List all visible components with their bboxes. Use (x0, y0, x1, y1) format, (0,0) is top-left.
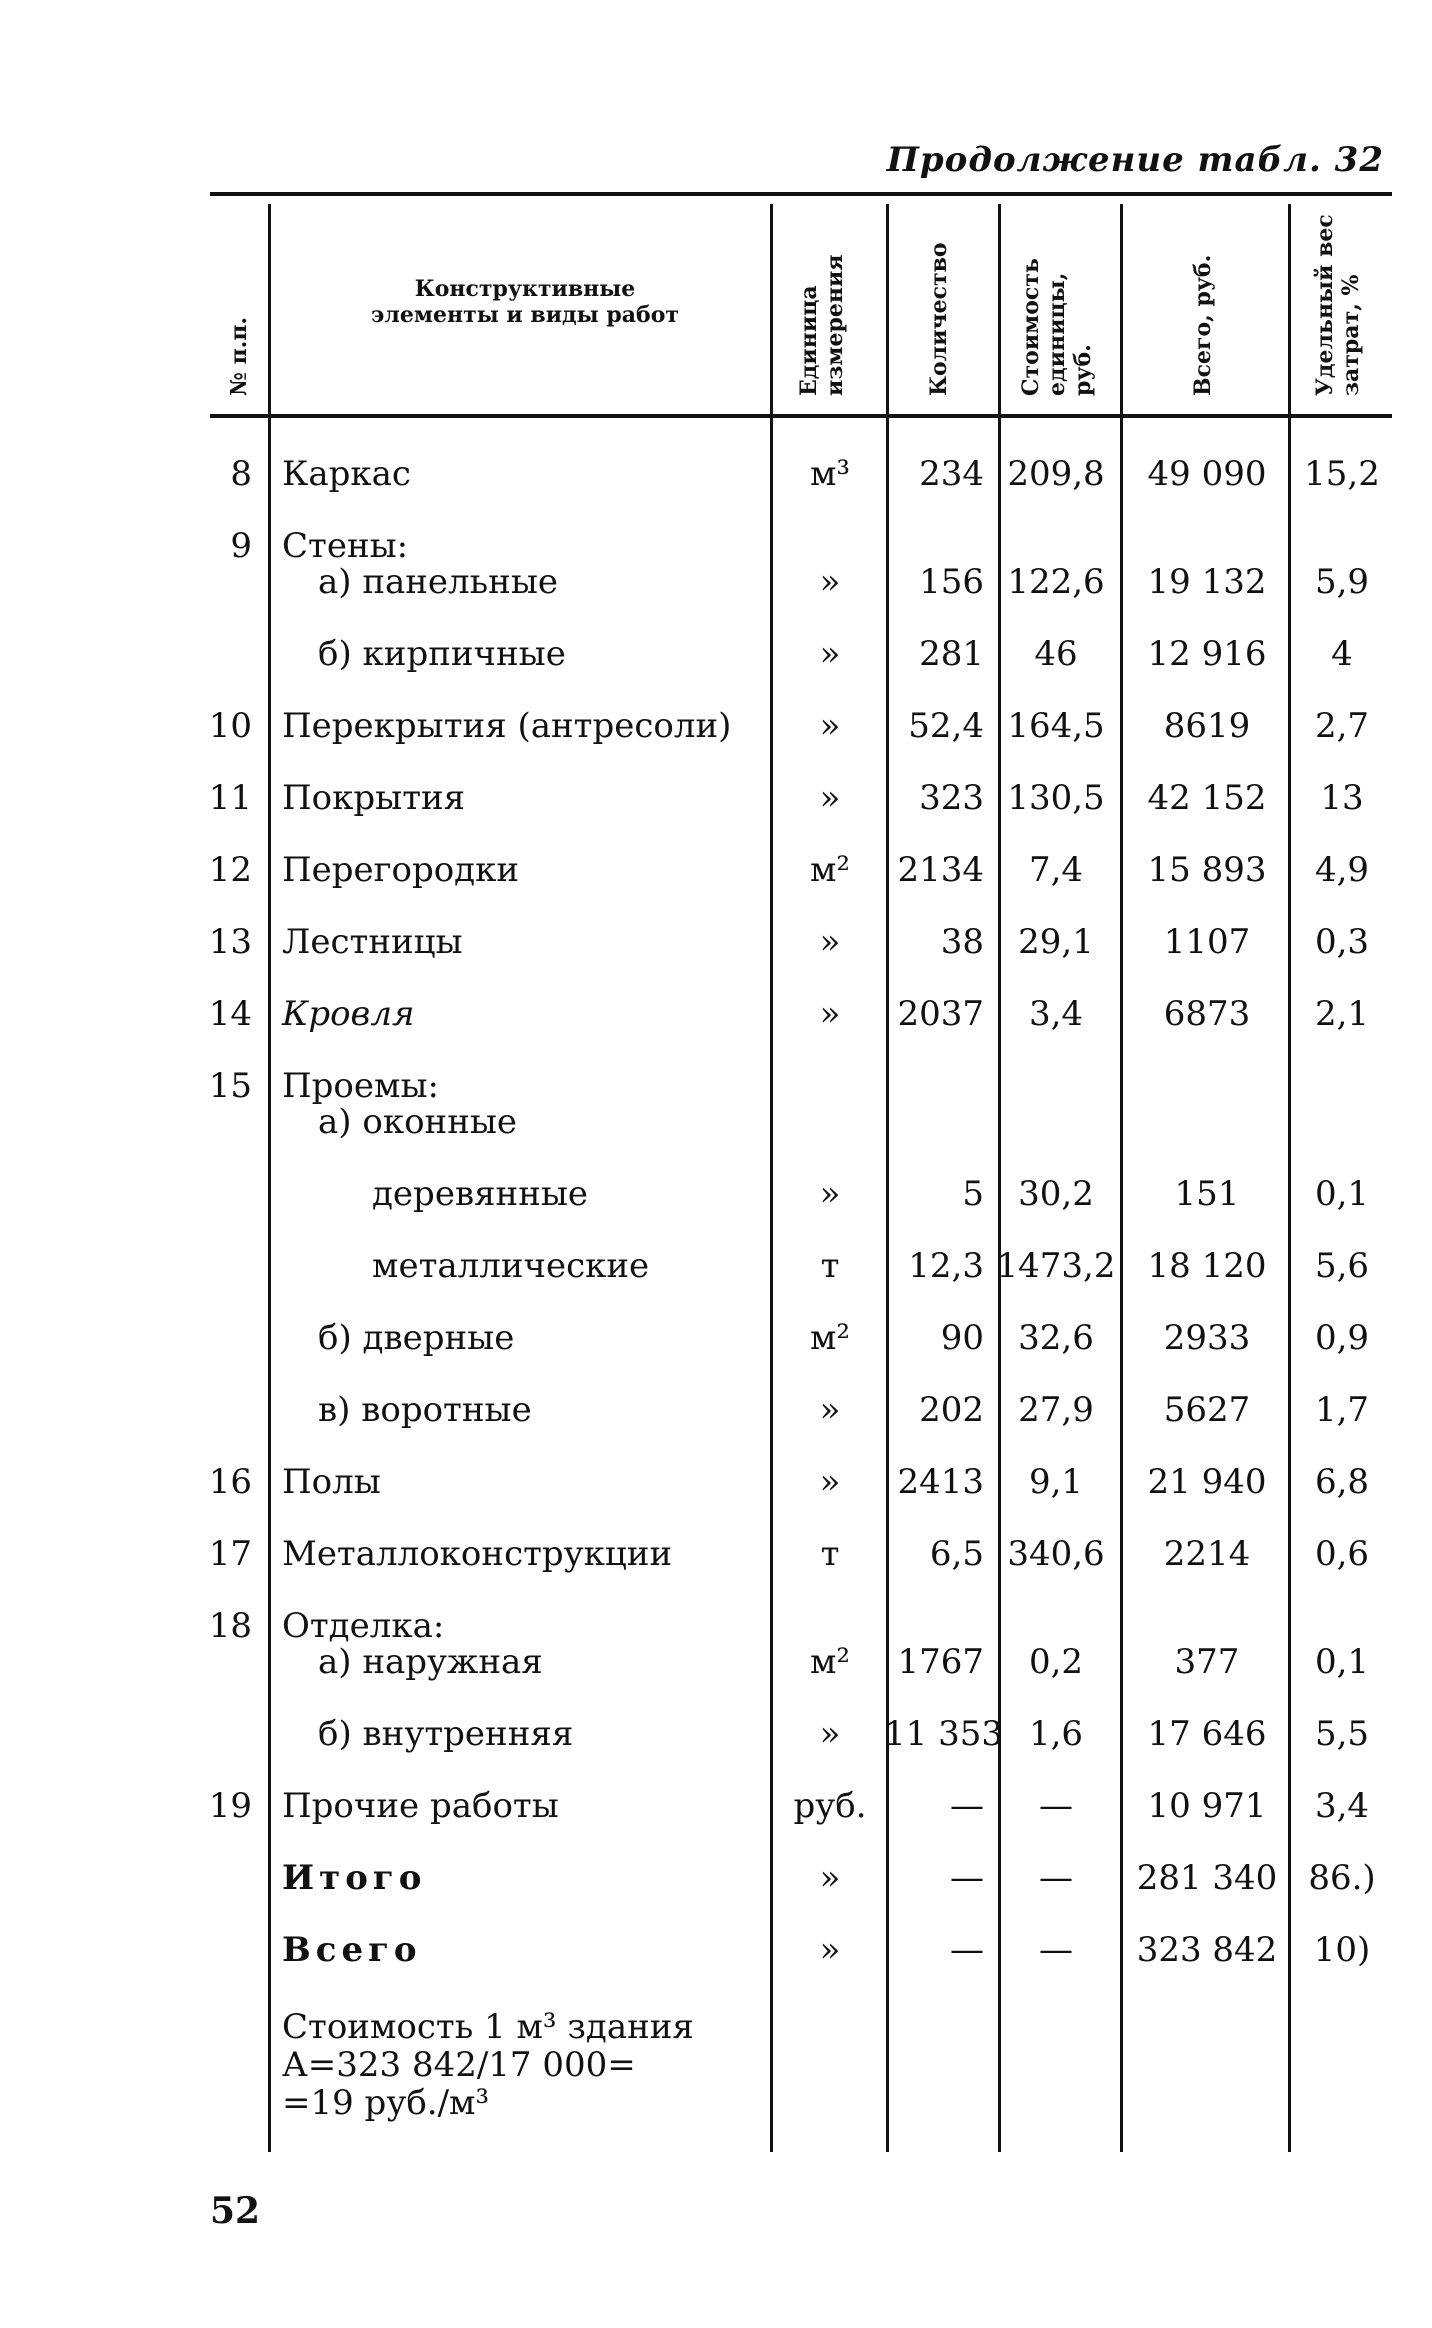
table-row (0, 922, 1432, 984)
header-name: Конструктивные элементы и виды работ (370, 276, 680, 328)
cell-unit-price: — (1039, 1786, 1073, 1826)
cell-total: 2214 (1163, 1534, 1251, 1574)
table-row (0, 1462, 1432, 1524)
cell-name: Всего (282, 1930, 422, 1970)
cell-quantity: 281 (919, 634, 984, 674)
table-caption: Продолжение табл. 32 (886, 140, 1384, 180)
table-row (0, 1318, 1432, 1380)
cell-unit: » (819, 1714, 841, 1754)
building-cost-note: Стоимость 1 м³ здания А=323 842/17 000= =19 руб./м³ (282, 2007, 694, 2123)
cell-share: 1,7 (1314, 1390, 1370, 1430)
cell-unit-price: 340,6 (1007, 1534, 1105, 1574)
table-row (0, 634, 1432, 696)
cell-number: 13 (208, 922, 252, 962)
cell-number: 19 (208, 1786, 252, 1826)
cell-unit-price: 27,9 (1018, 1390, 1094, 1430)
cell-unit-price: 122,6 (1007, 562, 1105, 602)
cell-unit: » (819, 1858, 841, 1898)
table-row (0, 1102, 1432, 1164)
cell-total: 5627 (1163, 1390, 1251, 1430)
cell-name: Каркас (282, 454, 411, 494)
cell-share: 0,1 (1314, 1642, 1370, 1682)
cell-share: 86.) (1308, 1858, 1376, 1898)
cell-name: Перекрытия (антресоли) (282, 706, 732, 746)
cell-name: Прочие работы (282, 1786, 559, 1826)
table-row (0, 1390, 1432, 1452)
cell-name: Стены: (282, 526, 409, 566)
cell-name: Покрытия (282, 778, 466, 818)
header-quantity: Количество (926, 242, 952, 396)
cell-total: 42 152 (1147, 778, 1267, 818)
cell-name: Отделка: (282, 1606, 445, 1646)
table-row (0, 1642, 1432, 1704)
cell-quantity: 11 353 (884, 1714, 1003, 1754)
cell-unit-price: 3,4 (1028, 994, 1084, 1034)
cell-unit-price: 164,5 (1007, 706, 1105, 746)
table-row (0, 1786, 1432, 1848)
cell-share: 3,4 (1314, 1786, 1370, 1826)
cell-unit-price: 0,2 (1028, 1642, 1084, 1682)
cell-name: а) панельные (318, 562, 559, 602)
cell-total: 10 971 (1147, 1786, 1267, 1826)
cell-name: в) воротные (318, 1390, 532, 1430)
cell-unit: » (819, 1390, 841, 1430)
cell-number: 10 (208, 706, 252, 746)
cell-unit: м² (809, 1318, 851, 1358)
cell-quantity: 1767 (897, 1642, 984, 1682)
cell-unit: руб. (793, 1786, 867, 1826)
cell-unit: » (819, 778, 841, 818)
header-top-rule (210, 192, 1392, 196)
cell-quantity: 202 (919, 1390, 984, 1430)
cell-number: 14 (208, 994, 252, 1034)
cell-unit-price: 30,2 (1018, 1174, 1094, 1214)
header-unit: Единица измерения (796, 254, 848, 396)
cell-unit-price: 1,6 (1028, 1714, 1084, 1754)
cell-total: 323 842 (1136, 1930, 1278, 1970)
cell-unit-price: 29,1 (1018, 922, 1094, 962)
cell-quantity: 52,4 (908, 706, 984, 746)
cell-unit-price: 7,4 (1028, 850, 1084, 890)
cell-quantity: 156 (919, 562, 984, 602)
cell-number: 15 (208, 1066, 252, 1106)
cell-quantity: 6,5 (929, 1534, 984, 1574)
cell-total: 6873 (1163, 994, 1251, 1034)
header-unit-price: Стоимость единицы, руб. (1018, 258, 1096, 396)
cell-unit-price: 1473,2 (996, 1246, 1116, 1286)
cell-share: 15,2 (1304, 454, 1380, 494)
cell-name: деревянные (372, 1174, 589, 1214)
cell-quantity: 2413 (897, 1462, 984, 1502)
cell-name: б) кирпичные (318, 634, 566, 674)
cell-name: б) дверные (318, 1318, 515, 1358)
cell-total: 21 940 (1147, 1462, 1267, 1502)
cell-name: металлические (372, 1246, 650, 1286)
table-row (0, 994, 1432, 1056)
cell-name: Лестницы (282, 922, 463, 962)
cell-unit-price: 46 (1034, 634, 1078, 674)
table-row (0, 562, 1432, 624)
cell-unit: м² (809, 1642, 851, 1682)
cell-unit: » (819, 922, 841, 962)
table-row (0, 1858, 1432, 1920)
cell-number: 18 (208, 1606, 252, 1646)
cell-name: б) внутренняя (318, 1714, 574, 1754)
cell-unit-price: 209,8 (1007, 454, 1105, 494)
cell-total: 8619 (1163, 706, 1251, 746)
cell-unit-price: 130,5 (1007, 778, 1105, 818)
cell-number: 12 (208, 850, 252, 890)
cell-name: Проемы: (282, 1066, 439, 1106)
cell-unit-price: — (1039, 1858, 1073, 1898)
table-row (0, 1534, 1432, 1596)
cell-total: 17 646 (1147, 1714, 1267, 1754)
cell-share: 5,5 (1314, 1714, 1370, 1754)
cell-total: 1107 (1163, 922, 1251, 962)
cell-quantity: — (950, 1858, 984, 1898)
cell-share: 0,6 (1314, 1534, 1370, 1574)
cell-unit: » (819, 562, 841, 602)
cell-total: 281 340 (1136, 1858, 1278, 1898)
cell-number: 8 (230, 454, 252, 494)
cell-quantity: 2037 (897, 994, 984, 1034)
cell-unit: » (819, 994, 841, 1034)
cell-total: 12 916 (1147, 634, 1267, 674)
cell-name: а) наружная (318, 1642, 543, 1682)
cell-unit: т (820, 1534, 840, 1574)
cell-share: 0,3 (1314, 922, 1370, 962)
table-row (0, 1246, 1432, 1308)
cell-quantity: 12,3 (908, 1246, 984, 1286)
cell-quantity: 5 (962, 1174, 984, 1214)
cell-share: 10) (1313, 1930, 1371, 1970)
cell-quantity: 38 (940, 922, 984, 962)
cell-unit-price: 32,6 (1018, 1318, 1094, 1358)
table-row (0, 1174, 1432, 1236)
cell-number: 17 (208, 1534, 252, 1574)
cell-number: 9 (230, 526, 252, 566)
header-total: Всего, руб. (1190, 254, 1216, 396)
cell-number: 16 (208, 1462, 252, 1502)
cell-name: Кровля (282, 994, 415, 1034)
cell-total: 2933 (1163, 1318, 1251, 1358)
cell-unit: » (819, 1930, 841, 1970)
cell-total: 15 893 (1147, 850, 1267, 890)
cell-share: 6,8 (1314, 1462, 1370, 1502)
table-row (0, 706, 1432, 768)
table-row (0, 850, 1432, 912)
cell-name: Итого (282, 1858, 427, 1898)
header-bottom-rule (210, 414, 1392, 418)
cell-unit-price: 9,1 (1028, 1462, 1084, 1502)
header-share: Удельный вес затрат, % (1312, 214, 1364, 396)
cell-unit: м² (809, 850, 851, 890)
cell-share: 13 (1320, 778, 1364, 818)
cell-quantity: 323 (919, 778, 984, 818)
cell-name: Металлоконструкции (282, 1534, 673, 1574)
cell-unit: т (820, 1246, 840, 1286)
cell-unit: м³ (809, 454, 851, 494)
cell-quantity: — (950, 1786, 984, 1826)
cell-quantity: — (950, 1930, 984, 1970)
cell-share: 4,9 (1314, 850, 1370, 890)
cell-share: 4 (1331, 634, 1353, 674)
cell-total: 377 (1174, 1642, 1240, 1682)
table-row (0, 778, 1432, 840)
cell-total: 19 132 (1147, 562, 1267, 602)
cell-unit: » (819, 634, 841, 674)
cell-unit: » (819, 1174, 841, 1214)
table-row (0, 1714, 1432, 1776)
cell-share: 5,6 (1314, 1246, 1370, 1286)
header-number: № п.п. (226, 316, 252, 396)
cell-quantity: 90 (940, 1318, 984, 1358)
cell-total: 18 120 (1147, 1246, 1267, 1286)
table-row (0, 454, 1432, 516)
cell-name: а) оконные (318, 1102, 518, 1142)
cell-share: 5,9 (1314, 562, 1370, 602)
cell-share: 2,7 (1314, 706, 1370, 746)
cell-unit: » (819, 706, 841, 746)
cell-total: 49 090 (1147, 454, 1267, 494)
cell-name: Перегородки (282, 850, 520, 890)
table-row (0, 1930, 1432, 1992)
cell-name: Полы (282, 1462, 381, 1502)
cell-share: 2,1 (1314, 994, 1370, 1034)
cell-unit: » (819, 1462, 841, 1502)
cell-quantity: 234 (919, 454, 984, 494)
cell-share: 0,9 (1314, 1318, 1370, 1358)
cell-share: 0,1 (1314, 1174, 1370, 1214)
cell-total: 151 (1174, 1174, 1240, 1214)
cell-quantity: 2134 (897, 850, 984, 890)
cell-unit-price: — (1039, 1930, 1073, 1970)
page-number: 52 (210, 2190, 261, 2232)
cell-number: 11 (208, 778, 252, 818)
